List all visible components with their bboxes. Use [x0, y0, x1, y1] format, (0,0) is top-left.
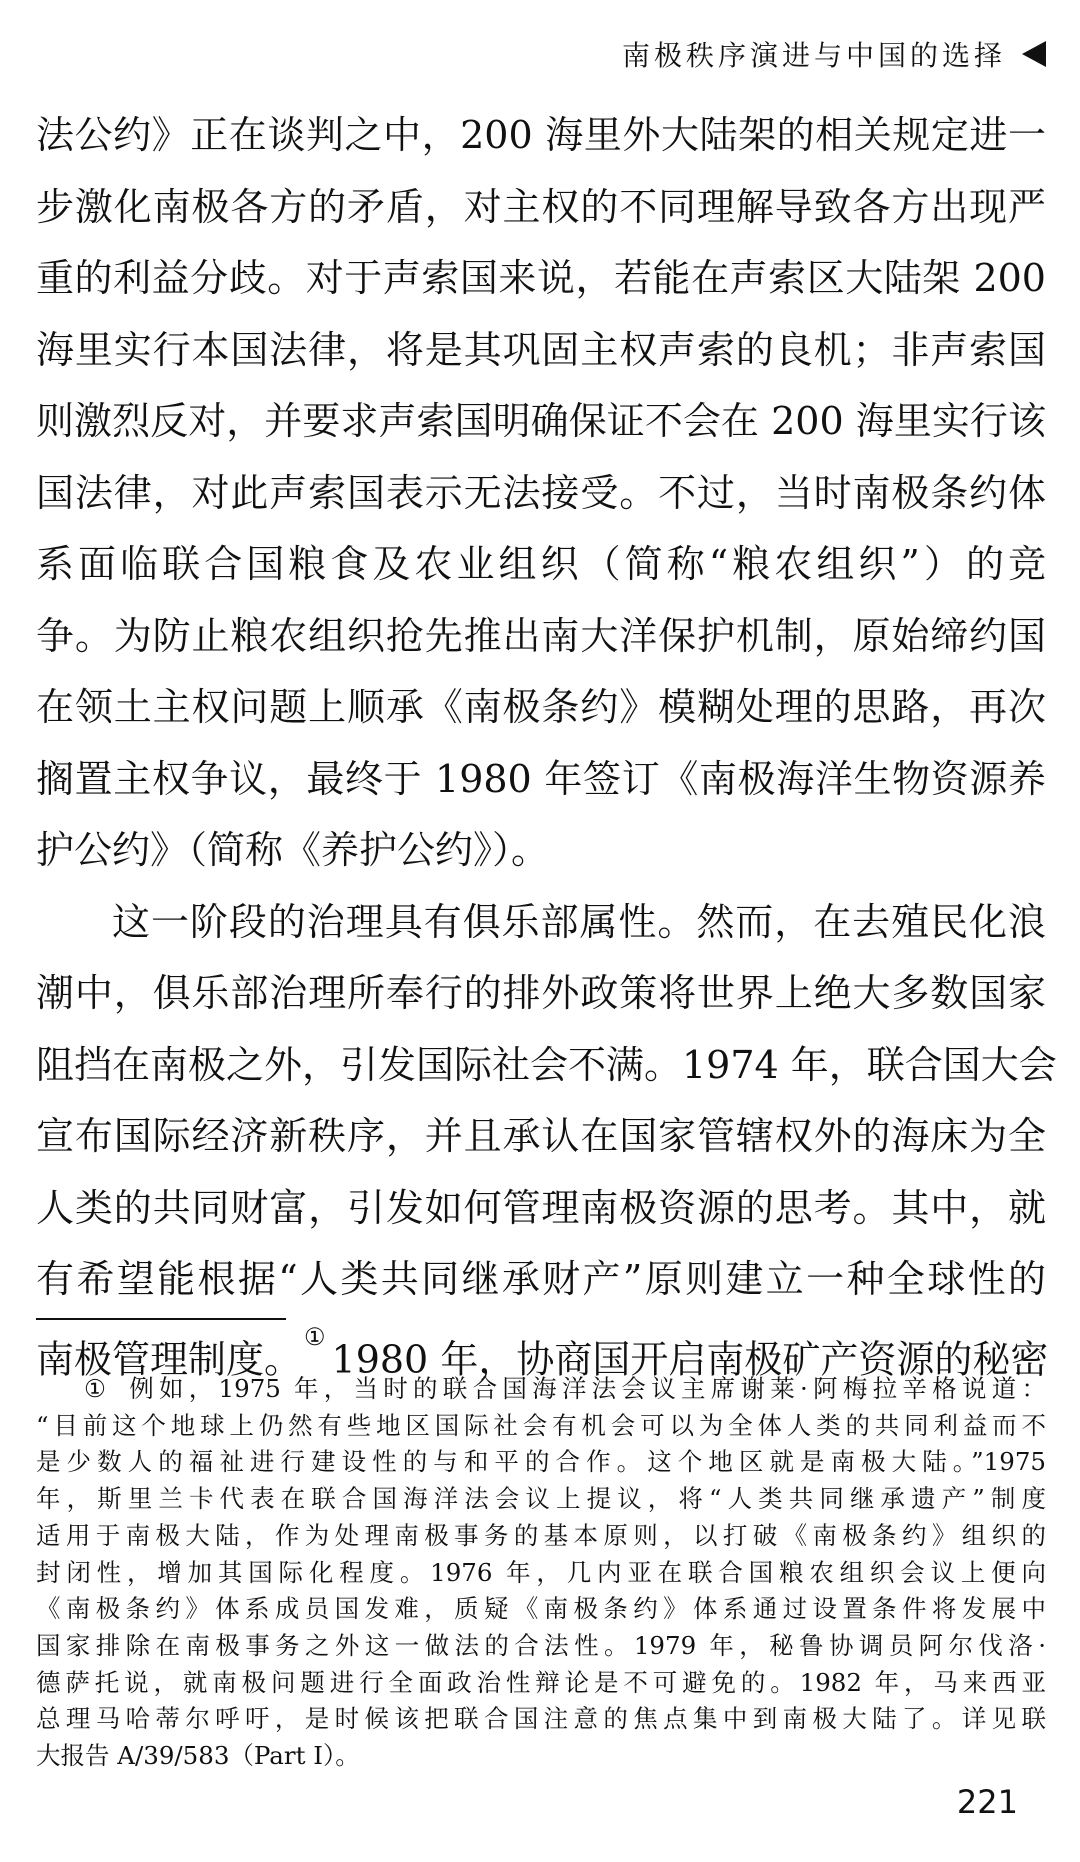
text-line: 宣布国际经济新秩序，并且承认在国家管辖权外的海床为全 — [36, 1114, 1046, 1158]
text-line: 护公约》（简称《养护公约》）。 — [36, 828, 550, 872]
text-line: 人类的共同财富，引发如何管理南极资源的思考。其中，就 — [36, 1185, 1046, 1230]
text-line: 法公约》正在谈判之中，200 海里外大陆架的相关规定进一 — [36, 113, 1046, 157]
running-header-title: 南极秩序演进与中国的选择 — [621, 39, 1006, 72]
text-line: 重的利益分歧。对于声索国来说，若能在声索区大陆架 200 — [36, 256, 1046, 300]
left-triangle-icon — [1022, 41, 1046, 67]
footnote-divider — [36, 1318, 286, 1320]
footnote — [36, 1371, 1046, 1775]
text-line: 有希望能根据“人类共同继承财产”原则建立一种全球性的 — [36, 1257, 1046, 1301]
text-line: 海里实行本国法律，将是其巩固主权声索的良机；非声索国 — [36, 327, 1046, 372]
text-segment: 1980 年，协商国开启南极矿产资源的秘密 — [331, 1337, 1049, 1382]
text-line: 国法律，对此声索国表示无法接受。不过，当时南极条约体 — [36, 470, 1046, 515]
footnote-line: 国家排除在南极事务之外这一做法的合法性。1979 年，秘鲁协调员阿尔伐洛· — [36, 1630, 1046, 1660]
page-number: 221 — [956, 1783, 1018, 1821]
text-line: 系面临联合国粮食及农业组织（简称“粮农组织”）的竞 — [36, 542, 1046, 586]
text-line: 阻挡在南极之外，引发国际社会不满。1974 年，联合国大会 — [36, 1042, 1057, 1087]
paragraph-1 — [36, 100, 1046, 887]
footnote-line: “目前这个地球上仍然有些地区国际社会有机会可以为全体人类的共同利益而不 — [36, 1410, 1046, 1440]
body-text — [36, 100, 1057, 1396]
footnote-line: 大报告 A/39/583（Part I）。 — [36, 1741, 360, 1771]
text-line: 搁置主权争议，最终于 1980 年签订《南极海洋生物资源养 — [36, 756, 1046, 801]
footnote-reference[interactable]: ① — [304, 1322, 326, 1351]
running-header — [622, 30, 1046, 78]
text-line: 在领土主权问题上顺承《南极条约》模糊处理的思路，再次 — [36, 685, 1046, 729]
text-line: 则激烈反对，并要求声索国明确保证不会在 200 海里实行该 — [36, 399, 1046, 443]
text-line: 步激化南极各方的矛盾，对主权的不同理解导致各方出现严 — [36, 184, 1046, 229]
footnote-text: 例如，1975 年，当时的联合国海洋法会议主席谢莱·阿梅拉辛格说道： — [123, 1374, 1046, 1403]
footnote-marker: ① — [84, 1374, 106, 1403]
text-line: 争。为防止粮农组织抢先推出南大洋保护机制，原始缔约国 — [36, 613, 1046, 658]
footnote-line: 年，斯里兰卡代表在联合国海洋法会议上提议，将“人类共同继承遗产”制度 — [36, 1484, 1046, 1514]
footnote-line: 适用于南极大陆，作为处理南极事务的基本原则，以打破《南极条约》组织的 — [36, 1520, 1046, 1550]
footnote-line: 封闭性，增加其国际化程度。1976 年，几内亚在联合国粮农组织会议上便向 — [36, 1557, 1046, 1587]
footnote-line: 是少数人的福祉进行建设性的与和平的合作。这个地区就是南极大陆。”1975 — [36, 1447, 1046, 1477]
text-line: 这一阶段的治理具有俱乐部属性。然而，在去殖民化浪 — [112, 899, 1046, 944]
text-segment: 南极管理制度。 — [36, 1337, 303, 1382]
text-line: 潮中，俱乐部治理所奉行的排外政策将世界上绝大多数国家 — [36, 971, 1046, 1015]
footnote-line: 《南极条约》体系成员国发难，质疑《南极条约》体系通过设置条件将发展中 — [36, 1594, 1046, 1624]
footnote-line — [36, 1371, 1046, 1408]
footnote-line: 总理马哈蒂尔呼吁，是时候该把联合国注意的焦点集中到南极大陆了。详见联 — [36, 1704, 1046, 1734]
footnote-line: 德萨托说，就南极问题进行全面政治性辩论是不可避免的。1982 年，马来西亚 — [36, 1667, 1046, 1697]
